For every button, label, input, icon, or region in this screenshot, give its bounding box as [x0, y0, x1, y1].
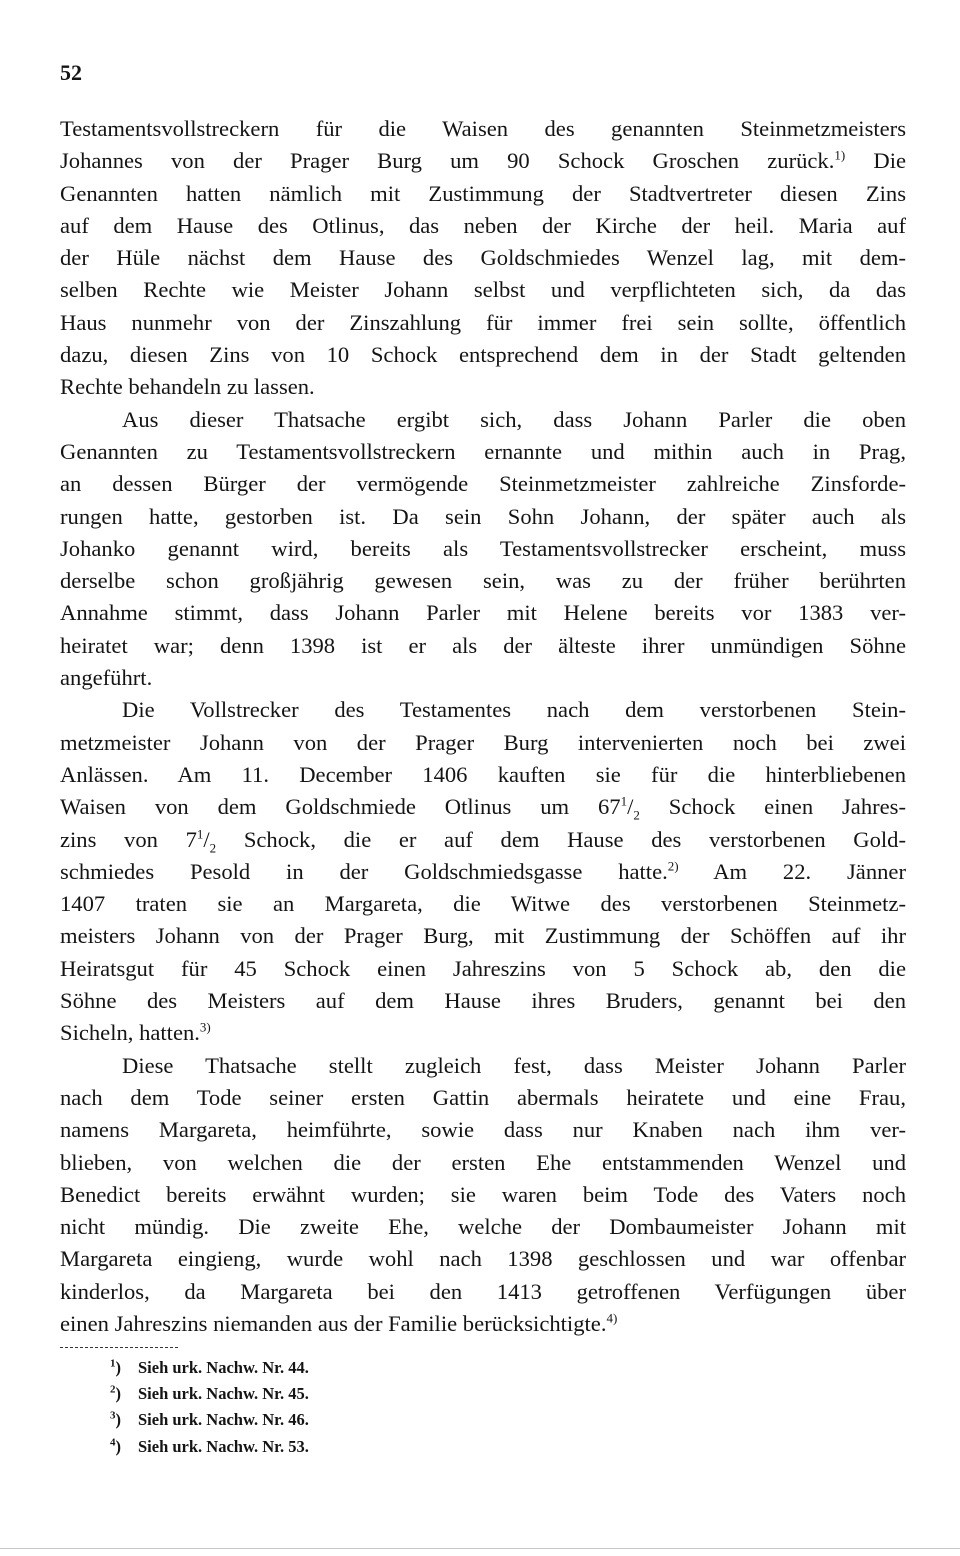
text-line: an dessen Bürger der vermögende Steinmetzmeister zahlreiche Zinsforde- [60, 471, 906, 497]
text-line: 1407 traten sie an Margareta, die Witwe des verstorbenen Steinmetz- [60, 891, 906, 917]
text-line: einen Jahreszins niemanden aus der Familie berücksichtigte.$^{4)}$ [60, 1310, 618, 1336]
fraction-numerator: 1 [620, 793, 628, 809]
footnote-marker: 1 [110, 1357, 116, 1370]
footnotes [110, 1355, 309, 1460]
footnote-marker: 4 [110, 1436, 116, 1449]
text-line: meisters Johann von der Prager Burg, mit Zustimmung der Schöffen auf ihr [60, 923, 906, 949]
footnote-text: Sieh urk. Nachw. Nr. 45. [138, 1384, 309, 1404]
text-line: schmiedes Pesold in der Goldschmiedsgasse hatte.$^{2)}$ Am 22. Jänner [60, 858, 906, 884]
text-line: zins von $7^1/_2$ Schock, die er auf dem Hause des verstorbenen Gold- [60, 826, 906, 856]
text-line: der Hüle nächst dem Hause des Goldschmiedes Wenzel lag, mit dem- [60, 245, 906, 271]
text-line: dazu, diesen Zins von 10 Schock entsprechend dem in der Stadt geltenden [60, 342, 906, 368]
text-line: kinderlos, da Margareta bei den 1413 getroffenen Verfügungen über [60, 1278, 906, 1304]
footnote: $^4$) Sieh urk. Nachw. Nr. 53. [110, 1436, 309, 1456]
text-line: Haus nunmehr von der Zinszahlung für immer frei sein sollte, öffentlich [60, 309, 906, 335]
body-text [60, 113, 906, 1340]
text-line: Johanko genannt wird, bereits als Testamentsvollstrecker erscheint, muss [60, 535, 906, 561]
text-line: angeführt. [60, 665, 153, 691]
text-line: namens Margareta, heimführte, sowie dass nur Knaben nach ihm ver- [60, 1117, 906, 1143]
text-line: blieben, von welchen die der ersten Ehe entstammenden Wenzel und [60, 1149, 906, 1175]
footnote-ref: 4) [606, 1310, 618, 1326]
text-line: Benedict bereits erwähnt wurden; sie waren beim Tode des Vaters noch [60, 1181, 906, 1207]
fraction-numerator: 1 [196, 826, 204, 841]
text-line: Margareta eingieng, wurde wohl nach 1398 geschlossen und war offenbar [60, 1246, 906, 1272]
footnote-ref: 2) [667, 858, 679, 874]
text-line: Anlässen. Am 11. December 1406 kauften sie für die hinterbliebenen [60, 761, 906, 787]
text-line: Johannes von der Prager Burg um 90 Schock Groschen zurück.$^{1)}$ Die [60, 147, 906, 174]
footnote-marker: 2 [110, 1383, 116, 1396]
text-line: Diese Thatsache stellt zugleich fest, dass Meister Johann Parler [122, 1052, 906, 1078]
fraction-denominator: 2 [633, 807, 640, 823]
text-line: Genannten hatten nämlich mit Zustimmung der Stadtvertreter diesen Zins [60, 180, 906, 206]
text-line: Genannten zu Testamentsvollstreckern ernannte und mithin auch in Prag, [60, 438, 906, 464]
footnote: $^3$) Sieh urk. Nachw. Nr. 46. [110, 1409, 309, 1430]
text-line: nicht mündig. Die zweite Ehe, welche der Dombaumeister Johann mit [60, 1214, 906, 1240]
footnote: $^1$) Sieh urk. Nachw. Nr. 44. [110, 1357, 309, 1377]
footnote-text: Sieh urk. Nachw. Nr. 44. [138, 1358, 309, 1377]
footnote-separator [60, 1347, 178, 1348]
page-bottom-edge [0, 1548, 960, 1549]
text-line: Waisen von dem Goldschmiede Otlinus um $67^1/_2$ Schock einen Jahres- [60, 793, 906, 823]
footnote-ref: 1) [834, 147, 846, 163]
footnote-marker: 3 [110, 1409, 116, 1422]
text-line: heiratet war; denn 1398 ist er als der älteste ihrer unmündigen Söhne [60, 632, 906, 658]
footnote: $^2$) Sieh urk. Nachw. Nr. 45. [110, 1383, 309, 1404]
text-line: Testamentsvollstreckern für die Waisen des genannten Steinmetzmeisters [60, 116, 906, 141]
text-line: nach dem Tode seiner ersten Gattin abermals heiratete und eine Frau, [60, 1084, 906, 1110]
text-line: Aus dieser Thatsache ergibt sich, dass Johann Parler die oben [122, 406, 906, 432]
text-line: Rechte behandeln zu lassen. [60, 374, 315, 400]
text-line: Die Vollstrecker des Testamentes nach dem verstorbenen Stein- [122, 697, 906, 723]
text-line: rungen hatte, gestorben ist. Da sein Sohn Johann, der später auch als [60, 503, 906, 529]
text-line: Sicheln, hatten.$^{3)}$ [60, 1019, 211, 1046]
page-number: 52 [60, 60, 82, 85]
footnote-text: Sieh urk. Nachw. Nr. 46. [138, 1410, 309, 1430]
text-line: selben Rechte wie Meister Johann selbst und verpflichteten sich, da das [60, 277, 906, 303]
fraction-denominator: 2 [209, 840, 217, 856]
footnote-ref: 3) [199, 1019, 211, 1035]
text-line: Heiratsgut für 45 Schock einen Jahreszins von 5 Schock ab, den die [60, 955, 906, 981]
text-line: Söhne des Meisters auf dem Hause ihres Bruders, genannt bei den [60, 988, 906, 1014]
text-line: metzmeister Johann von der Prager Burg intervenierten noch bei zwei [60, 729, 906, 755]
text-line: Annahme stimmt, dass Johann Parler mit Helene bereits vor 1383 ver- [60, 600, 906, 626]
text-line: auf dem Hause des Otlinus, das neben der Kirche der heil. Maria auf [60, 212, 906, 238]
text-line: derselbe schon großjährig gewesen sein, was zu der früher berührten [60, 568, 906, 594]
footnote-text: Sieh urk. Nachw. Nr. 53. [138, 1436, 309, 1456]
